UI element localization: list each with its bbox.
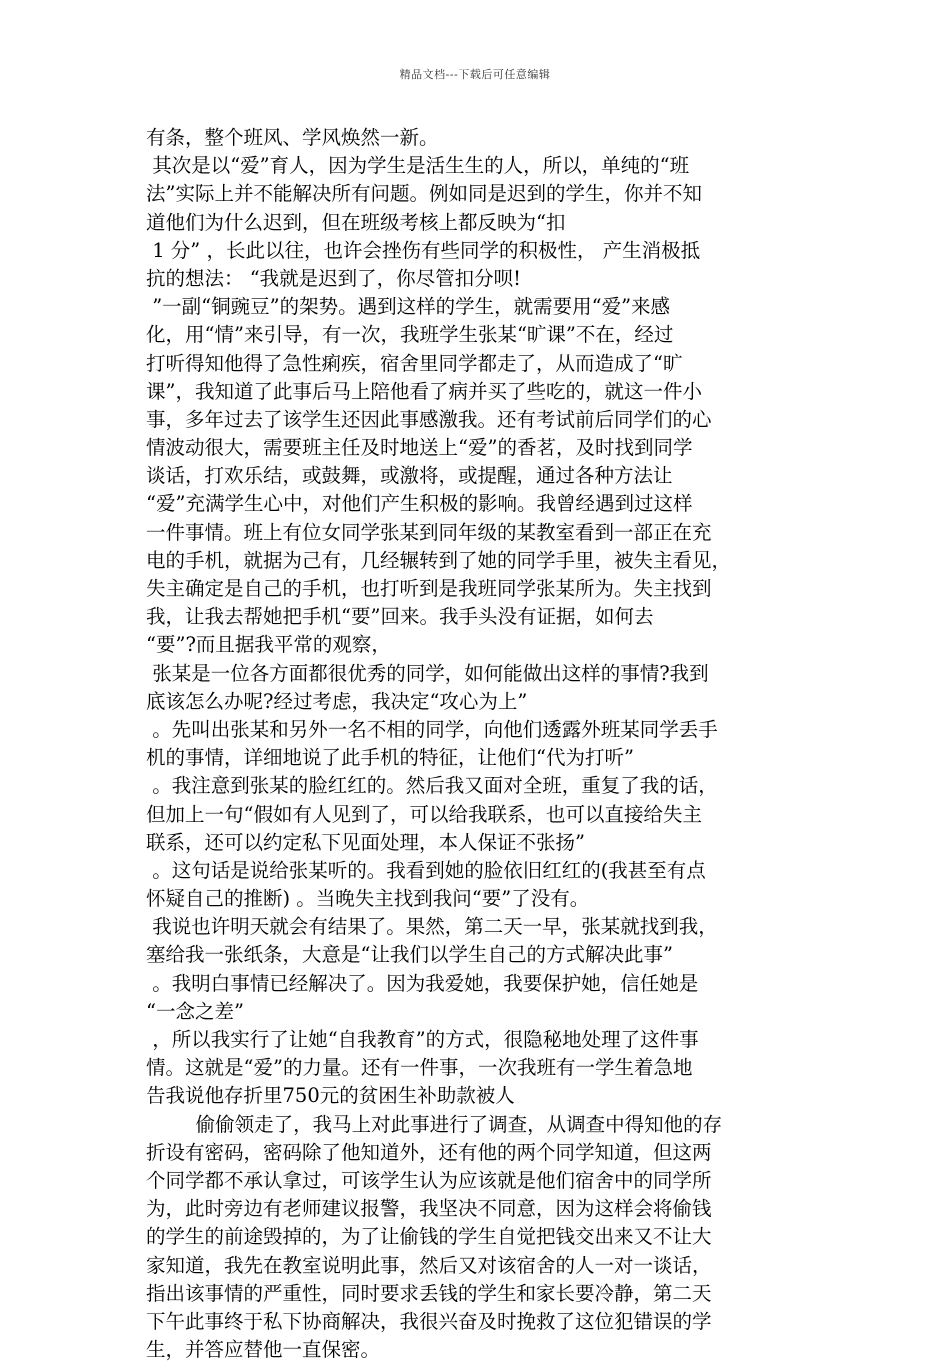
text-line: 我，让我去帮她把手机“要”回来。我手头没有证据，如何去 bbox=[146, 605, 654, 629]
text-line: 偷偷领走了，我马上对此事进行了调查，从调查中得知他的存 bbox=[146, 1112, 723, 1136]
text-line: 为，此时旁边有老师建议报警，我坚决不同意，因为这样会将偷钱 bbox=[146, 1197, 712, 1221]
text-line: 怀疑自己的推断) 。当晚失主找到我问“要”了没有。 bbox=[146, 887, 590, 911]
text-line: 事，多年过去了该学生还因此事感激我。还有考试前后同学们的心 bbox=[146, 407, 712, 431]
text-line: 法”实际上并不能解决所有问题。例如同是迟到的学生，你并不知 bbox=[146, 182, 702, 206]
text-line: 失主确定是自己的手机，也打听到是我班同学张某所为。失主找到 bbox=[146, 577, 712, 600]
text-line: 底该怎么办呢?经过考虑，我决定“攻心为上” bbox=[146, 689, 528, 713]
text-line: 。先叫出张某和另外一名不相的同学，向他们透露外班某同学丢手 bbox=[146, 717, 718, 741]
text-line: 道他们为什么迟到，但在班级考核上都反映为“扣 bbox=[146, 210, 566, 234]
text-line: 告我说他存折里750元的贫困生补助款被人 bbox=[146, 1084, 515, 1108]
text-line: 1 分” ，长此以往，也许会挫伤有些同学的积极性， 产生消极抵 bbox=[146, 238, 701, 262]
text-line: 我说也许明天就会有结果了。果然，第二天一早，张某就找到我， bbox=[146, 915, 718, 939]
text-line: 指出该事情的严重性，同时要求丢钱的学生和家长要冷静，第二天 bbox=[146, 1281, 712, 1305]
text-line: 其次是以“爱”育人，因为学生是活生生的人，所以，单纯的“班 bbox=[146, 154, 690, 178]
text-line: 打听得知他得了急性痢疾，宿舍里同学都走了，从而造成了“旷 bbox=[146, 351, 683, 375]
text-line: 。我注意到张某的脸红红的。然后我又面对全班，重复了我的话， bbox=[146, 774, 718, 798]
text-line: 下午此事终于私下协商解决，我很兴奋及时挽救了这位犯错误的学 bbox=[146, 1309, 712, 1333]
text-line: 机的事情，详细地说了此手机的特征，让他们“代为打听” bbox=[146, 746, 634, 770]
text-line: 联系，还可以约定私下见面处理，本人保证不张扬” bbox=[146, 830, 585, 854]
text-line: 情波动很大，需要班主任及时地送上“爱”的香茗，及时找到同学 bbox=[146, 436, 693, 460]
text-line: 一件事情。班上有位女同学张某到同年级的某教室看到一部正在充 bbox=[146, 520, 712, 544]
text-line: 谈话，打欢乐结，或鼓舞，或激将，或提醒，通过各种方法让 bbox=[146, 464, 673, 488]
text-line: 的学生的前途毁掉的，为了让偷钱的学生自觉把钱交出来又不让大 bbox=[146, 1225, 712, 1249]
text-line: 情。这就是“爱”的力量。还有一件事，一次我班有一学生着急地 bbox=[146, 1056, 693, 1080]
text-line: 。这句话是说给张某听的。我看到她的脸依旧红红的(我甚至有点 bbox=[146, 858, 706, 882]
text-line: 化，用“情”来引导，有一次，我班学生张某“旷课”不在，经过 bbox=[146, 323, 674, 347]
text-line: ”一副“铜豌豆”的架势。遇到这样的学生，就需要用“爱”来感 bbox=[146, 295, 671, 319]
body-text bbox=[146, 124, 814, 1364]
text-line: 有条，整个班风、学风焕然一新。 bbox=[146, 126, 439, 149]
text-line: 生，并答应替他一直保密。 bbox=[146, 1338, 381, 1362]
text-line: 个同学都不承认拿过，可该学生认为应该就是他们宿舍中的同学所 bbox=[146, 1168, 712, 1192]
text-line: 但加上一句“假如有人见到了，可以给我联系，也可以直接给失主 bbox=[146, 802, 702, 826]
text-line: “一念之差” bbox=[146, 999, 244, 1023]
text-line: 。我明白事情已经解决了。因为我爱她，我要保护她，信任她是 bbox=[146, 971, 699, 995]
text-line: “爱”充满学生心中，对他们产生积极的影响。我曾经遇到过这样 bbox=[146, 492, 693, 516]
text-line: 抗的想法： “我就是迟到了，你尽管扣分呗! bbox=[146, 266, 522, 290]
text-line: 折设有密码，密码除了他知道外，还有他的两个同学知道，但这两 bbox=[146, 1140, 712, 1164]
text-line: 张某是一位各方面都很优秀的同学，如何能做出这样的事情?我到 bbox=[146, 661, 709, 685]
text-line: 电的手机，就据为己有，几经辗转到了她的同学手里，被失主看见， bbox=[146, 548, 732, 572]
text-line: “要”?而且据我平常的观察， bbox=[146, 633, 391, 657]
text-line: 家知道，我先在教室说明此事，然后又对该宿舍的人一对一谈话， bbox=[146, 1253, 712, 1277]
text-line: ，所以我实行了让她“自我教育”的方式，很隐秘地处理了这件事 bbox=[146, 1028, 699, 1051]
page-header: 精品文档---下载后可任意编辑 bbox=[399, 68, 551, 81]
text-line: 塞给我一张纸条，大意是“让我们以学生自己的方式解决此事” bbox=[146, 943, 673, 967]
text-line: 课”，我知道了此事后马上陪他看了病并买了些吃的，就这一件小 bbox=[146, 379, 702, 403]
